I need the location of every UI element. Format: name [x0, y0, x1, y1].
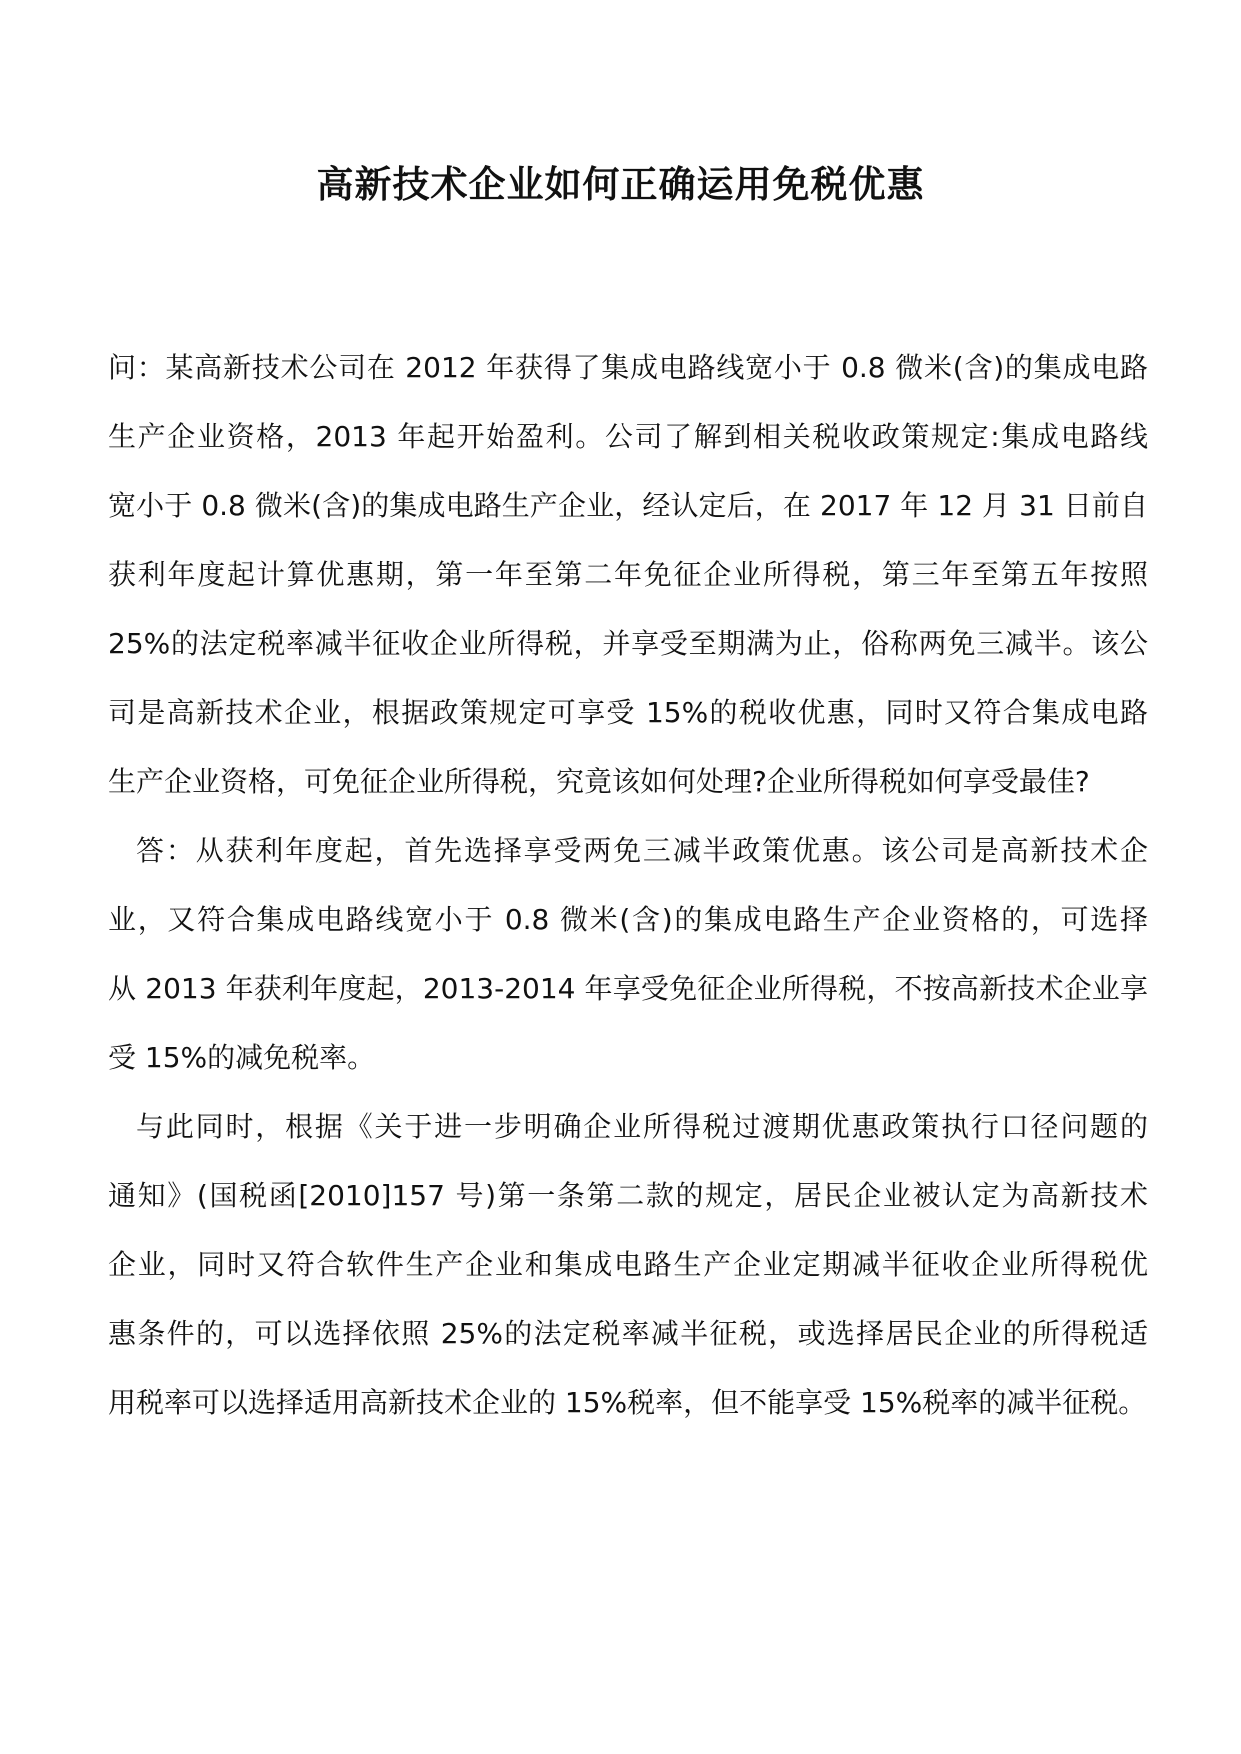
paragraph-line: 司是高新技术企业，根据政策规定可享受 15%的税收优惠，同时又符合集成电路	[108, 696, 1148, 729]
paragraph-line: 业，又符合集成电路线宽小于 0.8 微米(含)的集成电路生产企业资格的，可选择	[108, 903, 1148, 936]
paragraph-line: 用税率可以选择适用高新技术企业的 15%税率，但不能享受 15%税率的减半征税。	[108, 1386, 1147, 1419]
paragraph-line: 惠条件的，可以选择依照 25%的法定税率减半征税，或选择居民企业的所得税适	[108, 1317, 1148, 1350]
paragraph-line: 宽小于 0.8 微米(含)的集成电路生产企业，经认定后，在 2017 年 12 月 31 日前自	[108, 489, 1148, 522]
paragraph-line: 问：某高新技术公司在 2012 年获得了集成电路线宽小于 0.8 微米(含)的集成电路	[108, 351, 1148, 384]
paragraph-line: 25%的法定税率减半征收企业所得税，并享受至期满为止，俗称两免三减半。该公	[108, 627, 1148, 660]
paragraph-line: 从 2013 年获利年度起，2013-2014 年享受免征企业所得税，不按高新技术企业享	[108, 972, 1148, 1005]
paragraph-line: 生产企业资格，可免征企业所得税，究竟该如何处理?企业所得税如何享受最佳?	[108, 765, 1090, 798]
paragraph-line: 受 15%的减免税率。	[108, 1041, 376, 1074]
paragraph-line: 与此同时，根据《关于进一步明确企业所得税过渡期优惠政策执行口径问题的	[136, 1110, 1148, 1143]
paragraph-line: 生产企业资格，2013 年起开始盈利。公司了解到相关税收政策规定:集成电路线	[108, 420, 1148, 453]
paragraph-line: 答：从获利年度起，首先选择享受两免三减半政策优惠。该公司是高新技术企	[136, 834, 1148, 867]
document-title: 高新技术企业如何正确运用免税优惠	[316, 162, 925, 206]
paragraph-line: 企业，同时又符合软件生产企业和集成电路生产企业定期减半征收企业所得税优	[108, 1248, 1148, 1281]
paragraph-line: 通知》(国税函[2010]157 号)第一条第二款的规定，居民企业被认定为高新技术	[108, 1179, 1148, 1212]
paragraph-line: 获利年度起计算优惠期，第一年至第二年免征企业所得税，第三年至第五年按照	[108, 558, 1148, 591]
